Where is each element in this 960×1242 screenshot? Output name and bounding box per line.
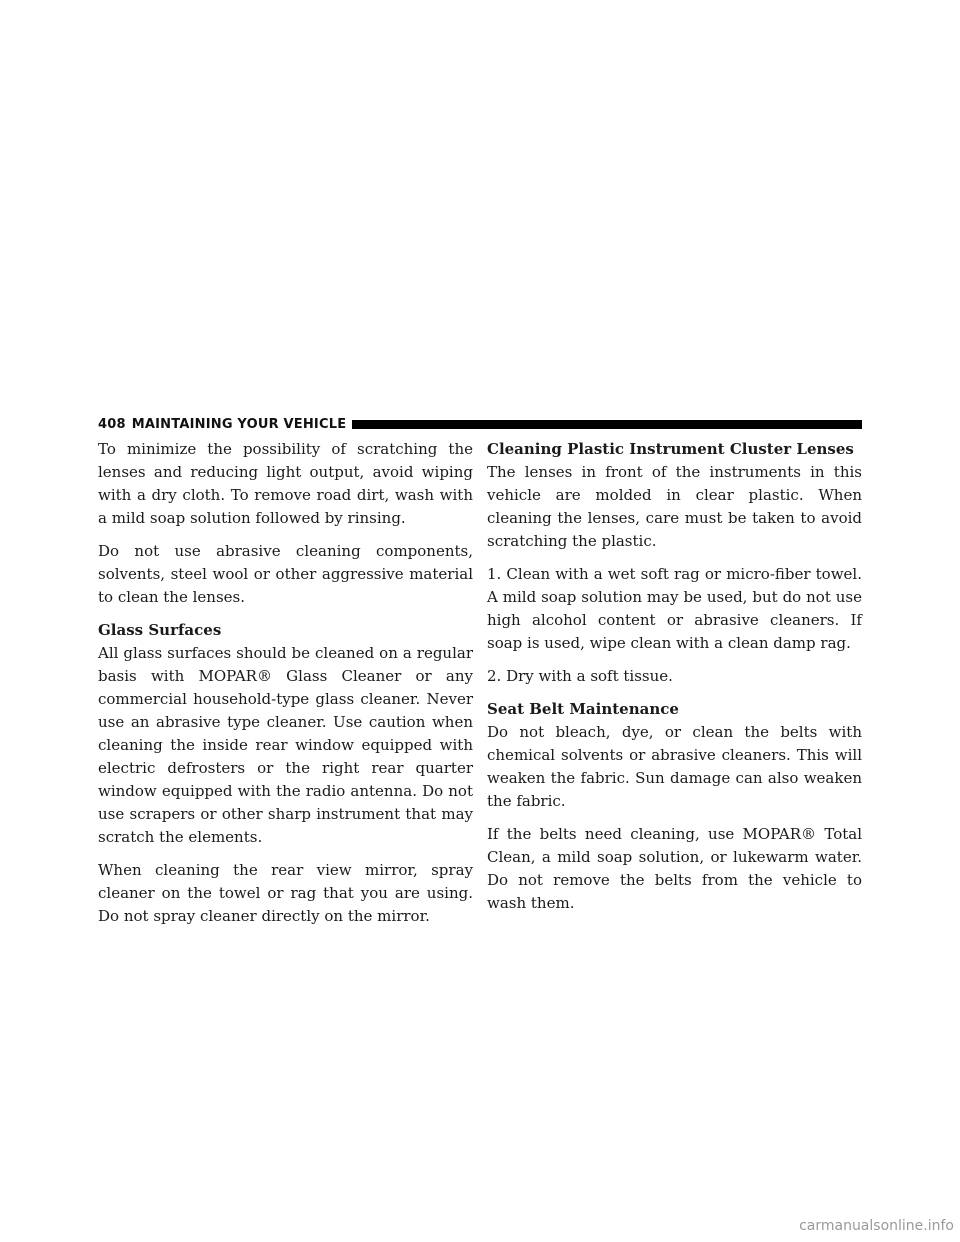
- cluster-step-2: 2. Dry with a soft tissue.: [487, 667, 673, 685]
- left-column: [98, 438, 473, 938]
- section-title: MAINTAINING YOUR VEHICLE: [131, 416, 347, 432]
- seat-belt-heading: Seat Belt Maintenance: [487, 700, 679, 718]
- cluster-paragraph-1: The lenses in front of the instruments in this vehicle are molded in clear plastic. When cleaning the lenses, care must be taken to avoid scratching the plastic.: [487, 463, 862, 550]
- page-header: [98, 414, 862, 434]
- lens-paragraph-1: To minimize the possibility of scratching the lenses and reducing light output, avoid wiping with a dry cloth. To remove road dirt, wash with a mild soap solution followed by rinsing.: [98, 440, 473, 527]
- site-watermark: carmanualsonline.info: [799, 1218, 954, 1234]
- page-number: 408: [98, 416, 126, 432]
- cluster-step-1: 1. Clean with a wet soft rag or micro-fiber towel. A mild soap solution may be used, but do not use high alcohol content or abrasive cleaners. If soap is used, wipe clean with a clean damp rag.: [487, 565, 862, 652]
- lens-paragraph-2: Do not use abrasive cleaning components, solvents, steel wool or other aggressive material to clean the lenses.: [98, 542, 473, 606]
- seat-belt-paragraph-1: Do not bleach, dye, or clean the belts with chemical solvents or abrasive cleaners. This will weaken the fabric. Sun damage can also weaken the fabric.: [487, 723, 862, 810]
- seat-belt-paragraph-2: If the belts need cleaning, use MOPAR® Total Clean, a mild soap solution, or lukewarm water. Do not remove the belts from the vehicle to wash them.: [487, 825, 862, 912]
- cluster-lenses-heading: Cleaning Plastic Instrument Cluster Lenses: [487, 440, 854, 458]
- glass-surfaces-heading: Glass Surfaces: [98, 621, 222, 639]
- glass-paragraph-2: When cleaning the rear view mirror, spray cleaner on the towel or rag that you are using. Do not spray cleaner directly on the mirror.: [98, 861, 473, 925]
- glass-paragraph-1: All glass surfaces should be cleaned on a regular basis with MOPAR® Glass Cleaner or any commercial household-type glass cleaner. Never use an abrasive type cleaner. Use caution when cleaning the inside rear window equipped with electric defrosters or the right rear quarter window equipped with the radio antenna. Do not use scrapers or other sharp instrument that may scratch the elements.: [98, 644, 473, 846]
- right-column: [487, 438, 862, 925]
- header-rule: [352, 420, 862, 429]
